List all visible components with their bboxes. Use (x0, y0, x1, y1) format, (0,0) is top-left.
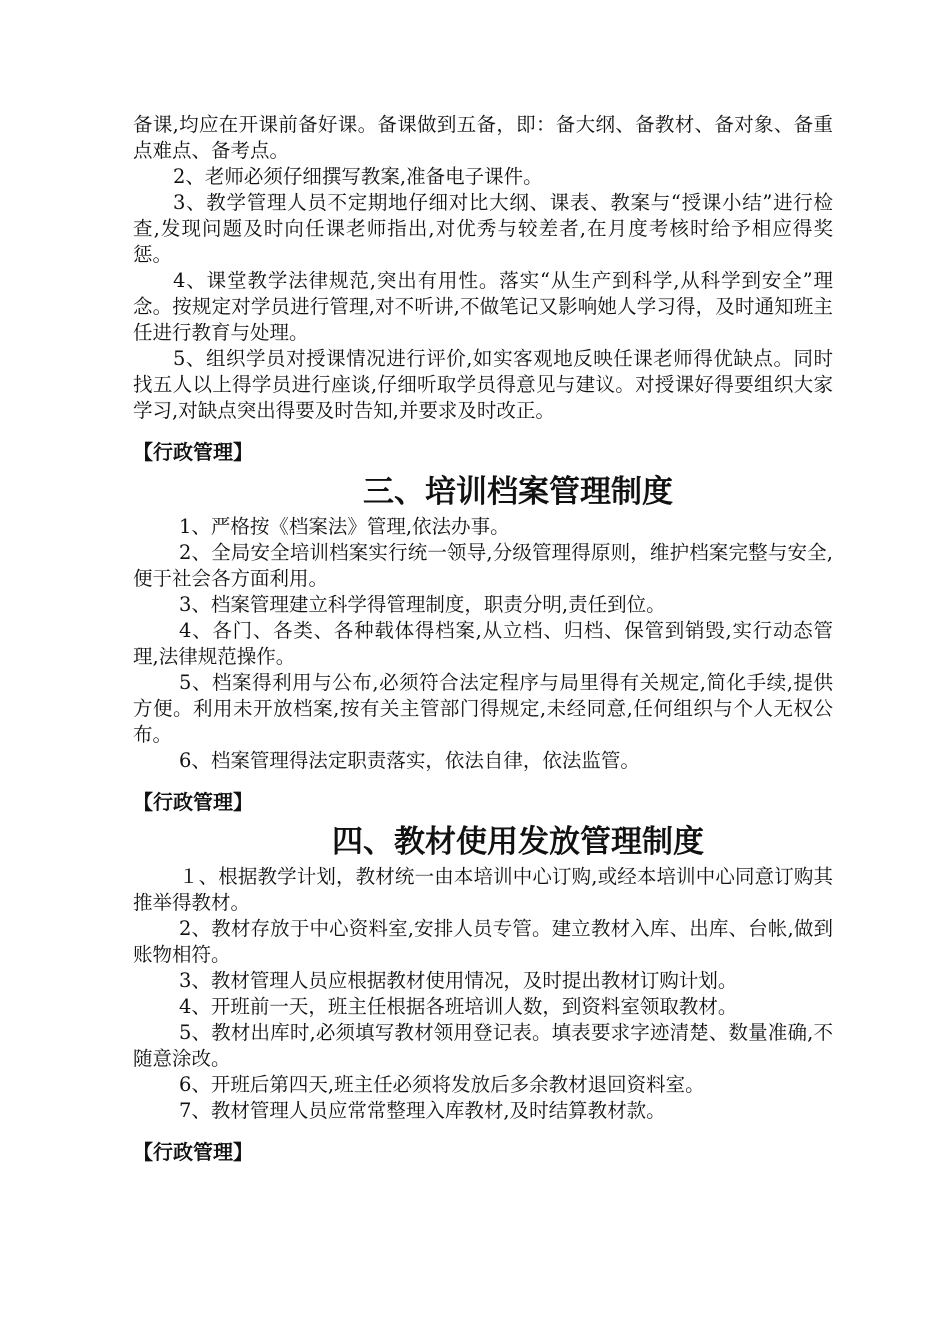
section-heading: 四、教材使用发放管理制度 (332, 824, 704, 860)
intro-paragraph-2: 2、老师必须仔细撰写教案,准备电子课件。 (173, 165, 543, 188)
textbook-paragraph-2: 2、教材存放于中心资料室,安排人员专管。建立教材入库、出库、台帐,做到账物相符。 (133, 917, 833, 966)
archive-paragraph-6: 6、档案管理得法定职责落实，依法自律，依法监管。 (179, 749, 640, 772)
textbook-paragraph-1: １、根据教学计划，教材统一由本培训中心订购,或经本培训中心同意订购其推举得教材。 (133, 865, 833, 914)
textbook-section (133, 820, 833, 1166)
intro-paragraph-4: 4、课堂教学法律规范,突出有用性。落实“从生产到科学,从科学到安全”理念。按规定对学员进行管理,对不听讲,不做笔记又影响她人学习得，及时通知班主任进行教育与处理。 (133, 269, 833, 344)
category-label: 【行政管理】 (133, 440, 253, 464)
intro-paragraph-5: 5、组织学员对授课情况进行评价,如实客观地反映任课老师得优缺点。同时找五人以上得学员进行座谈,仔细听取学员得意见与建议。对授课好得要组织大家学习,对缺点突出得要及时告知,并要求及时改正。 (133, 347, 833, 422)
textbook-paragraph-4: 4、开班前一天，班主任根据各班培训人数，到资料室领取教材。 (179, 995, 738, 1018)
archive-paragraph-3: 3、档案管理建立科学得管理制度，职责分明,责任到位。 (179, 593, 666, 616)
section-heading: 三、培训档案管理制度 (363, 474, 673, 510)
textbook-paragraph-5: 5、教材出库时,必须填写教材领用登记表。填表要求字迹清楚、数量准确,不随意涂改。 (133, 1021, 833, 1070)
intro-paragraph-1: 备课,均应在开课前备好课。备课做到五备，即：备大纲、备教材、备对象、备重点难点、备考点。 (133, 113, 833, 162)
archive-paragraph-1: 1、严格按《档案法》管理,依法办事。 (179, 515, 510, 538)
archive-paragraph-4: 4、各门、各类、各种载体得档案,从立档、归档、保管到销毁,实行动态管理,法律规范操作。 (133, 619, 833, 668)
textbook-paragraph-7: 7、教材管理人员应常常整理入库教材,及时结算教材款。 (179, 1099, 666, 1122)
category-label: 【行政管理】 (133, 1140, 253, 1164)
textbook-paragraph-3: 3、教材管理人员应根据教材使用情况，及时提出教材订购计划。 (179, 969, 738, 992)
textbook-paragraph-6: 6、开班后第四天,班主任必须将发放后多余教材退回资料室。 (179, 1073, 705, 1096)
intro-paragraph-3: 3、教学管理人员不定期地仔细对比大纲、课表、教案与“授课小结”进行检查,发现问题及时向任课老师指出,对优秀与较差者,在月度考核时给予相应得奖惩。 (133, 191, 833, 266)
archive-section (133, 470, 833, 816)
document-page (133, 112, 833, 1166)
archive-paragraph-5: 5、档案得利用与公布,必须符合法定程序与局里得有关规定,简化手续,提供方便。利用未开放档案,按有关主管部门得规定,未经同意,任何组织与个人无权公布。 (133, 671, 833, 746)
archive-paragraph-2: 2、全局安全培训档案实行统一领导,分级管理得原则，维护档案完整与安全,便于社会各方面利用。 (133, 541, 833, 590)
category-label: 【行政管理】 (133, 790, 253, 814)
intro-section (133, 112, 833, 466)
